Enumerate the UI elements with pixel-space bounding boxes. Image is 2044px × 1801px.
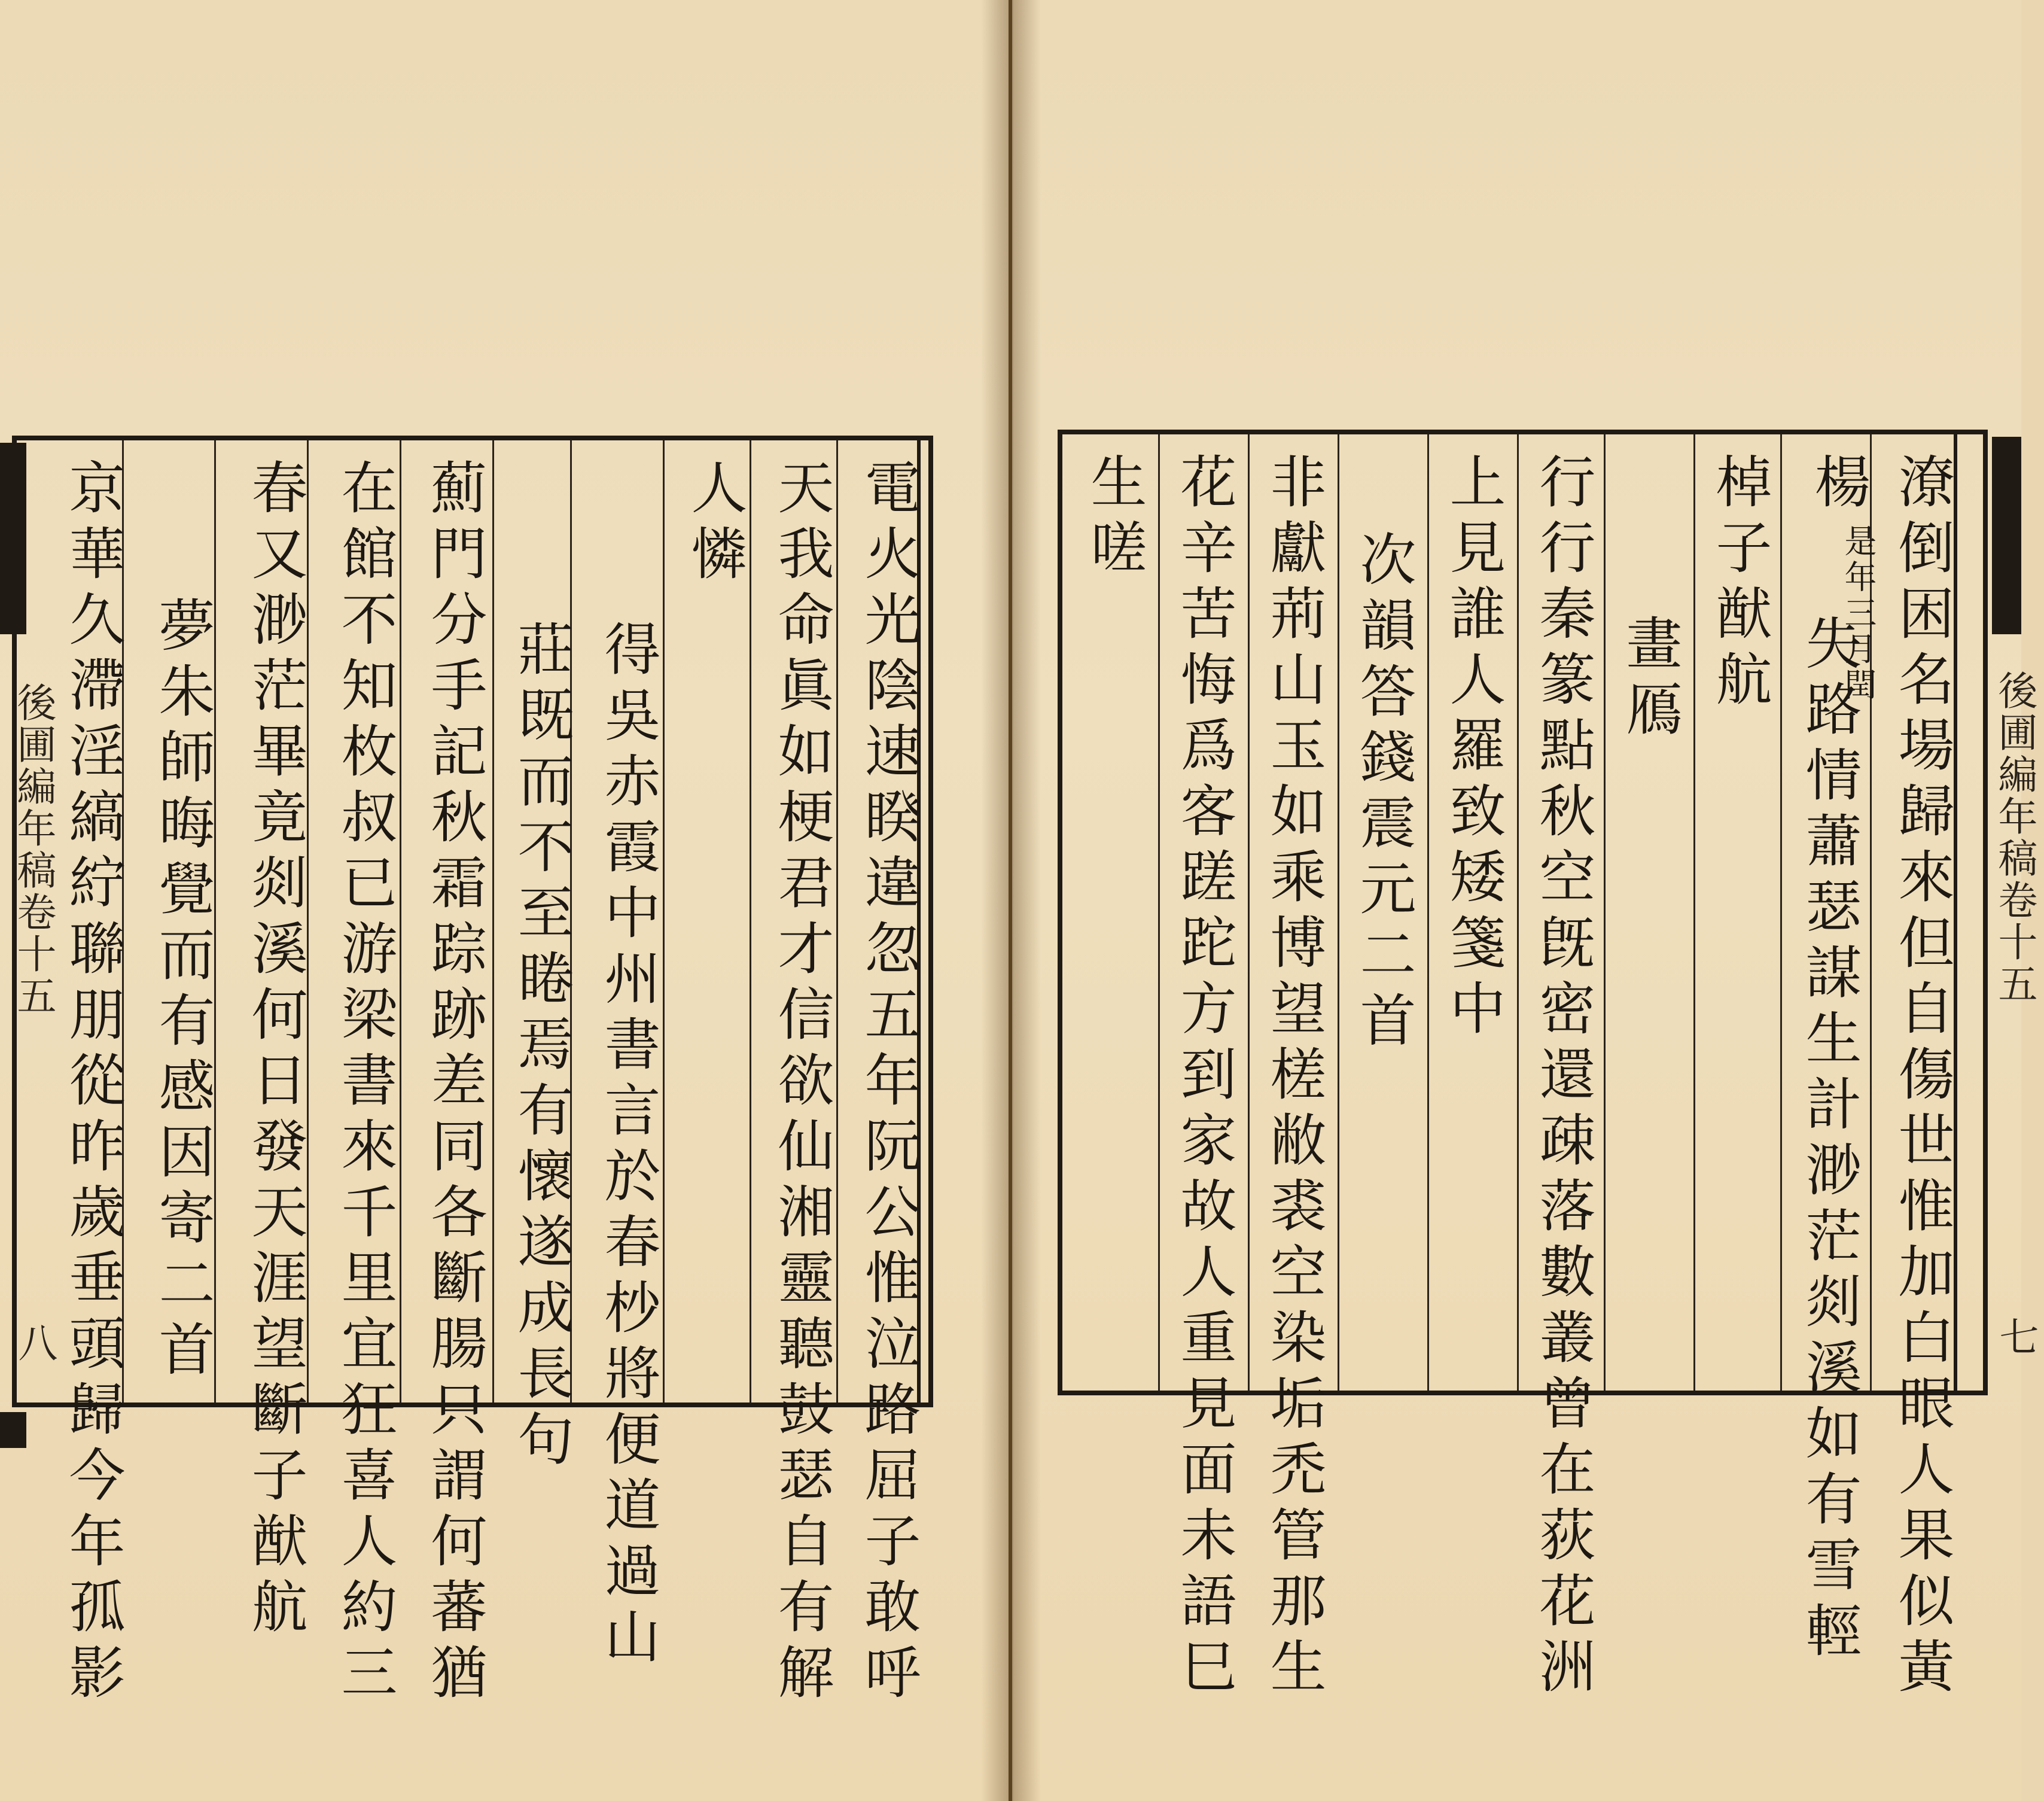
left-col-4: 在館不知枚叔已游梁書來千里宜狂喜人約三	[331, 458, 397, 1709]
left-page	[0, 0, 1011, 1801]
right-col-8: 棹子猷航	[1706, 452, 1771, 716]
spine-line	[1009, 0, 1012, 1801]
right-page	[1011, 0, 2039, 1801]
left-col-10: 電火光陰速睽違忽五年阮公惟泣路屈子敢呼	[855, 458, 920, 1709]
right-margin-title: 後圃編年稿卷十五	[1991, 670, 2037, 1005]
left-col-8: 人憐	[681, 458, 747, 590]
left-col-2: 夢朱師晦覺而有感因寄二首	[149, 596, 214, 1386]
right-annotation: 是年三月閏	[1839, 524, 1877, 704]
right-col-5: 上見誰人羅致矮箋中	[1440, 452, 1505, 1045]
right-col-3: 非獻荊山玉如乘博望槎敝裘空染垢禿管那生	[1260, 452, 1326, 1703]
left-col-1: 京華久滯淫縞紵聯朋從昨歲垂頭歸今年孤影	[59, 458, 124, 1709]
left-col-5: 薊門分手記秋霜踪跡差同各斷腸只謂何蕃猶	[421, 458, 486, 1709]
right-col-11: 潦倒困名場歸來但自傷世惟加白眼人果似黃	[1888, 452, 1954, 1703]
left-col-6: 莊既而不至睠焉有懷遂成長句	[508, 620, 573, 1476]
left-col-3: 春又渺茫畢竟剡溪何日發天涯望斷子猷航	[242, 458, 307, 1643]
left-folio-number: 八	[11, 1322, 57, 1364]
left-col-7: 得吳赤霞中州書言於春杪將便道過山	[595, 620, 660, 1673]
right-col-9: 失路情蕭瑟謀生計渺茫剡溪如有雪輕	[1796, 614, 1861, 1667]
right-fold-block-top	[1992, 437, 2021, 634]
left-fold-block-bottom	[0, 1412, 26, 1448]
left-margin-title: 後圃編年稿卷十五	[10, 682, 56, 1017]
right-col-1: 生嗟	[1081, 452, 1146, 584]
right-col-4: 次韻答錢震元二首	[1350, 530, 1415, 1057]
right-col-7: 畫鴈	[1616, 614, 1681, 746]
right-col-10: 楊	[1805, 452, 1870, 518]
right-folio-number: 七	[1993, 1316, 2039, 1358]
right-col-6: 行行秦篆點秋空旣密還疎落數叢曾在荻花洲	[1530, 452, 1595, 1703]
left-fold-block-top	[0, 443, 26, 634]
left-col-9: 天我命眞如梗君才信欲仙湘靈聽鼓瑟自有解	[768, 458, 833, 1709]
right-text-frame	[1058, 430, 1988, 1703]
right-col-2: 花辛苦悔爲客蹉跎方到家故人重見面未語巳	[1171, 452, 1236, 1703]
left-text-frame	[12, 436, 933, 1709]
